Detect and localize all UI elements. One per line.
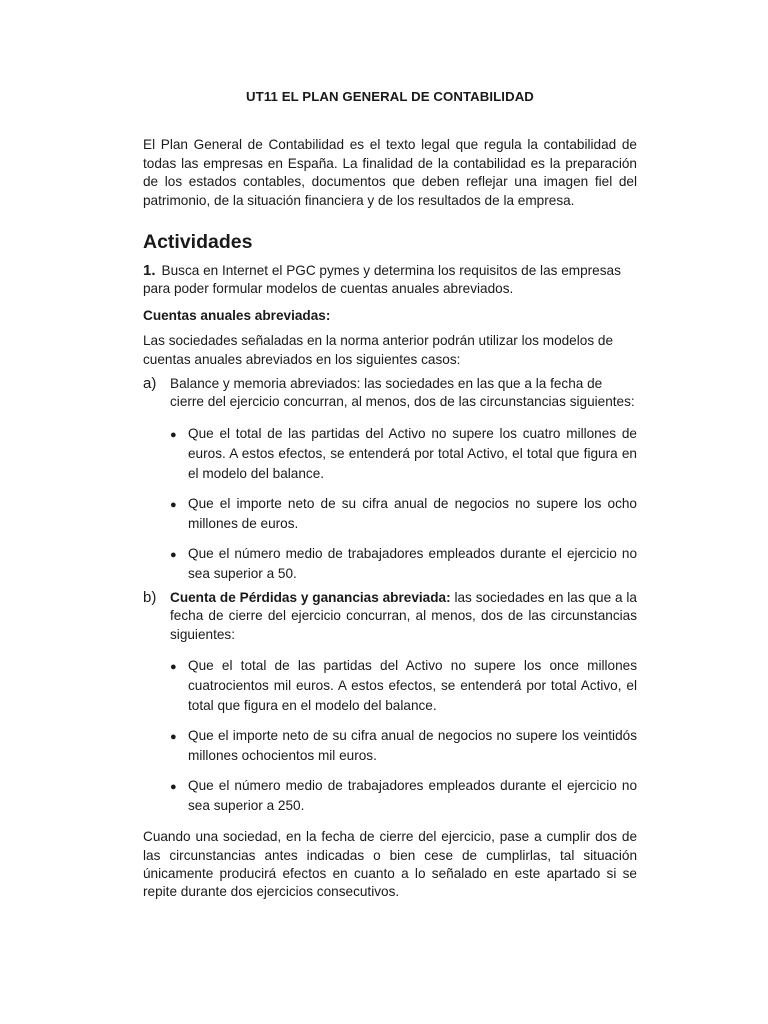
document-body [143, 88, 637, 902]
bullet-icon: ● [170, 731, 177, 744]
bullet-icon: ● [170, 498, 177, 511]
bullet-icon: ● [170, 661, 177, 674]
activity-number: 1. [143, 262, 156, 280]
list-item-b [143, 589, 637, 644]
subheading: Cuentas anuales abreviadas: [143, 307, 331, 323]
item-description: las sociedades en las que a la fecha de cierre del ejercicio concurran, al menos, dos de las circunstancias siguientes: [170, 589, 637, 642]
bullet-text: Que el número medio de trabajadores empleados durante el ejercicio no sea superior a 50. [188, 545, 637, 581]
bullet-list-a [143, 424, 637, 584]
bullet-icon: ● [170, 428, 177, 441]
section-heading: Actividades [143, 231, 253, 254]
bullet-text: Que el importe neto de su cifra anual de negocios no supere los ocho millones de euros. [188, 495, 637, 531]
intro-paragraph: El Plan General de Contabilidad es el texto legal que regula la contabilidad de todas las empresas en España. La finalidad de la contabilidad es la preparación de los estados contables, documentos que deben reflejar una imagen fiel del patrimonio, de la situación financiera y de los resultados de la empresa. [143, 137, 637, 208]
item-bold-lead: Cuenta de Pérdidas y ganancias abreviada: [170, 589, 451, 605]
closing-paragraph: Cuando una sociedad, en la fecha de cierre del ejercicio, pase a cumplir dos de las circunstancias antes indicadas o bien cese de cumplirlas, tal situación únicamente producirá efectos en cuanto a lo señalado en este apartado si se repite durante dos ejercicios consecutivos. [143, 829, 637, 900]
bullet-text: Que el total de las partidas del Activo no supere los cuatro millones de euros. A estos efectos, se entenderá por total Activo, el total que figura en el modelo del balance. [188, 425, 637, 481]
lead-paragraph: Las sociedades señaladas en la norma anterior podrán utilizar los modelos de cuentas anuales abreviados en los siguientes casos: [143, 333, 614, 367]
list-item-a [143, 375, 637, 412]
bullet-icon: ● [170, 548, 177, 561]
activity-item [143, 262, 637, 299]
item-text [170, 375, 637, 412]
item-letter: a) [143, 375, 157, 393]
list-item [170, 656, 637, 716]
bullet-text: Que el importe neto de su cifra anual de negocios no supere los veintidós millones ochocientos mil euros. [188, 728, 637, 764]
item-description: Balance y memoria abreviados: las sociedades en las que a la fecha de cierre del ejercicio concurran, al menos, dos de las circunstancias siguientes: [170, 376, 635, 410]
bullet-icon: ● [170, 781, 177, 794]
list-item [170, 726, 637, 766]
list-item [170, 424, 637, 484]
item-letter: b) [143, 588, 157, 606]
list-item [170, 776, 637, 816]
list-item [170, 494, 637, 534]
list-item [170, 544, 637, 584]
bullet-text: Que el número medio de trabajadores empleados durante el ejercicio no sea superior a 250. [188, 778, 637, 814]
item-text [170, 589, 637, 644]
document-title: UT11 EL PLAN GENERAL DE CONTABILIDAD [246, 89, 534, 104]
activity-text: Busca en Internet el PGC pymes y determina los requisitos de las empresas para poder formular modelos de cuentas anuales abreviados. [143, 263, 621, 297]
bullet-text: Que el total de las partidas del Activo no supere los once millones cuatrocientos mil euros. A estos efectos, se entenderá por total Activo, el total que figura en el modelo del balance. [188, 658, 637, 714]
bullet-list-b [143, 656, 637, 816]
